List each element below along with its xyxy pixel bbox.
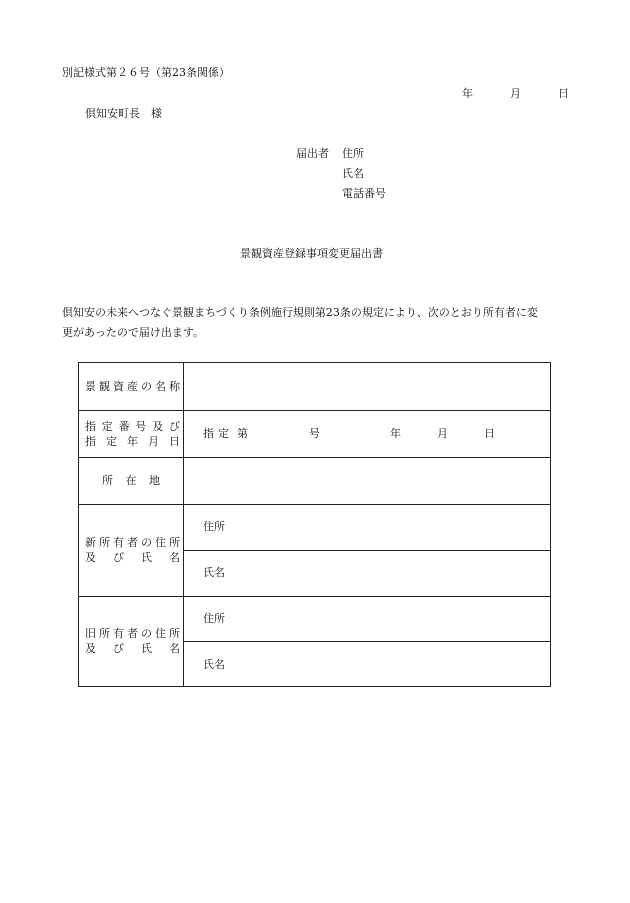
- addressee: 倶知安町長 様: [85, 107, 162, 120]
- body-text-line-2: 更があったので届け出ます。: [62, 326, 205, 339]
- subrow-divider: [183, 550, 550, 551]
- designation-dai: 第: [237, 427, 248, 440]
- body-text-line-1: 倶知安の未来へつなぐ景観まちづくり条例施行規則第23条の規定により、次のとおり所有者に変: [62, 306, 538, 319]
- designation-month: 月: [437, 427, 448, 440]
- label-location: 所 在 地: [102, 474, 160, 487]
- row-divider: [79, 504, 550, 505]
- designation-go: 号: [309, 427, 320, 440]
- row-divider: [79, 457, 550, 458]
- label-old-owner-line-2: 及 び 氏 名: [85, 642, 180, 655]
- designation-day: 日: [484, 427, 495, 440]
- row-divider: [79, 596, 550, 597]
- notifier-phone-label: 電話番号: [342, 187, 386, 200]
- document-title: 景観資産登録事項変更届出書: [240, 247, 383, 260]
- location-field[interactable]: [186, 460, 546, 501]
- label-designation-number: 指 定 番 号 及 び: [85, 420, 180, 433]
- designation-year: 年: [390, 427, 401, 440]
- column-divider: [183, 363, 184, 686]
- label-asset-name: 景 観 資 産 の 名 称: [85, 380, 180, 393]
- label-new-owner-line-1: 新 所 有 者 の 住 所: [85, 536, 180, 549]
- date-month-label: 月: [510, 87, 521, 100]
- designation-prefix: 指定: [203, 427, 233, 440]
- row-divider: [79, 410, 550, 411]
- subrow-divider: [183, 641, 550, 642]
- new-owner-name-label: 氏名: [203, 566, 225, 579]
- notifier-name-label: 氏名: [342, 167, 364, 180]
- notifier-address-label: 住所: [342, 147, 364, 160]
- label-designation-date: 指 定 年 月 日: [85, 435, 180, 448]
- old-owner-address-label: 住所: [203, 612, 225, 625]
- new-owner-address-label: 住所: [203, 520, 225, 533]
- notifier-label: 届出者: [296, 147, 329, 160]
- date-day-label: 日: [558, 87, 569, 100]
- label-new-owner-line-2: 及 び 氏 名: [85, 551, 180, 564]
- label-old-owner-line-1: 旧 所 有 者 の 住 所: [85, 627, 180, 640]
- asset-name-field[interactable]: [186, 366, 546, 407]
- old-owner-name-label: 氏名: [203, 658, 225, 671]
- form-number: 別記様式第２６号（第23条関係）: [62, 66, 230, 79]
- form-table: [78, 362, 551, 687]
- date-year-label: 年: [462, 87, 473, 100]
